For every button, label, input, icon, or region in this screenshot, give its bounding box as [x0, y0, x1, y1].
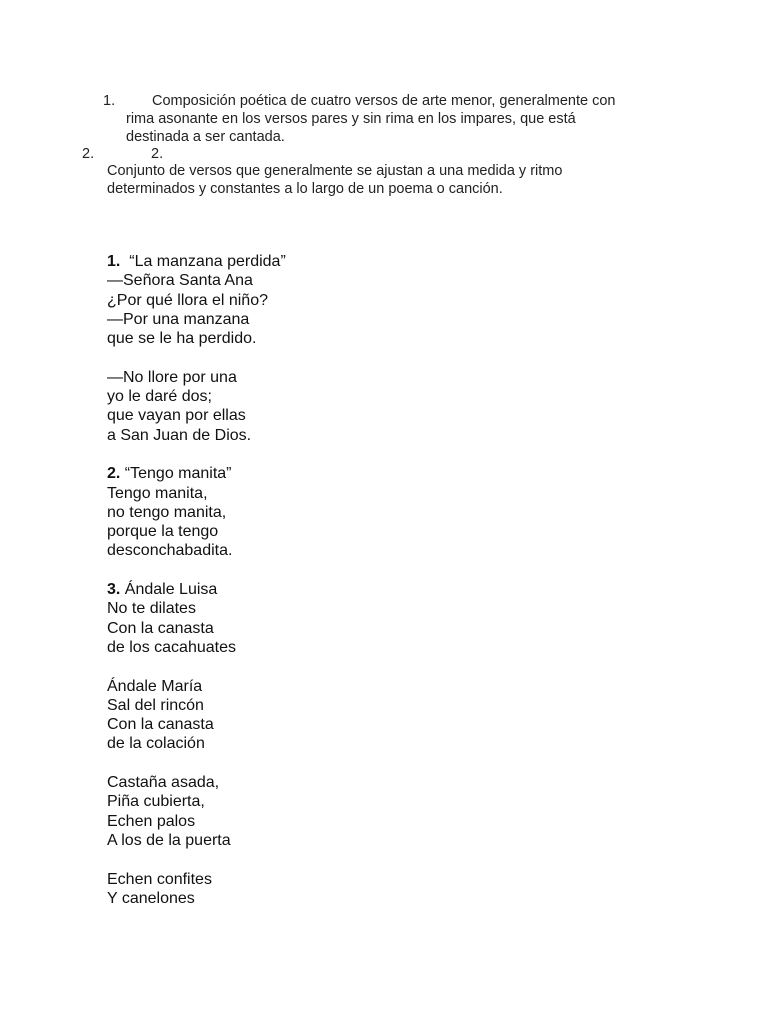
- poem-1-number: 1.: [107, 253, 121, 270]
- poem-3-title: [107, 580, 286, 599]
- definition-1-line-2: rima asonante en los versos pares y sin rima en los impares, que está: [126, 111, 576, 127]
- poem-3-title-text: Ándale Luisa: [120, 581, 218, 599]
- poem-line: —No llore por una: [107, 368, 237, 386]
- poem-line: a San Juan de Dios.: [107, 426, 252, 444]
- definition-2-inner-number: 2.: [151, 146, 164, 162]
- poem-line: Echen palos: [107, 812, 196, 830]
- poem-line: no tengo manita,: [107, 503, 227, 521]
- definition-1-line-3: destinada a ser cantada.: [126, 129, 285, 145]
- poem-1-title: [107, 252, 286, 271]
- definition-2-line-2: determinados y constantes a lo largo de un poema o canción.: [107, 181, 503, 197]
- poem-line: Ándale María: [107, 677, 203, 695]
- poem-line: desconchabadita.: [107, 542, 233, 560]
- poem-line: Con la canasta: [107, 716, 214, 734]
- definition-1-number: 1.: [103, 93, 116, 109]
- poem-3-stanza-1: [107, 580, 286, 657]
- poem-line: de la colación: [107, 735, 205, 753]
- poem-line: —Por una manzana: [107, 310, 250, 328]
- poem-1-stanza-2: [107, 368, 286, 445]
- poem-line: yo le daré dos;: [107, 388, 212, 406]
- definition-1-line-1: Composición poética de cuatro versos de arte menor, generalmente con: [152, 93, 616, 109]
- poem-line: No te dilates: [107, 600, 196, 618]
- poem-3-stanza-4: [107, 870, 286, 909]
- poem-line: que vayan por ellas: [107, 407, 246, 425]
- poem-line: Echen confites: [107, 870, 212, 888]
- poem-line: Tengo manita,: [107, 484, 208, 502]
- poems-section: [107, 252, 286, 927]
- poem-1-title-text: “La manzana perdida”: [120, 253, 286, 270]
- poem-2-title-text: “Tengo manita”: [120, 465, 232, 483]
- poem-2-stanza-1: [107, 464, 286, 560]
- poem-line: Castaña asada,: [107, 774, 220, 792]
- poem-line: A los de la puerta: [107, 831, 231, 849]
- poem-line: Con la canasta: [107, 619, 214, 637]
- definition-2-line-1: Conjunto de versos que generalmente se ajustan a una medida y ritmo: [107, 163, 563, 179]
- poem-2-number: 2.: [107, 465, 121, 483]
- poem-line: Sal del rincón: [107, 696, 204, 714]
- poem-line: Y canelones: [107, 889, 195, 907]
- poem-line: Piña cubierta,: [107, 793, 205, 811]
- poem-3-stanza-3: [107, 773, 286, 850]
- poem-line: porque la tengo: [107, 523, 219, 541]
- poem-line: que se le ha perdido.: [107, 330, 257, 348]
- poem-line: —Señora Santa Ana: [107, 272, 253, 290]
- poem-line: ¿Por qué llora el niño?: [107, 291, 268, 309]
- poem-3-number: 3.: [107, 581, 121, 599]
- poem-2-title: [107, 464, 286, 483]
- poem-line: de los cacahuates: [107, 638, 236, 656]
- poem-3-stanza-2: [107, 677, 286, 754]
- poem-1-stanza-1: [107, 252, 286, 348]
- definition-2-outer-number: 2.: [82, 146, 95, 162]
